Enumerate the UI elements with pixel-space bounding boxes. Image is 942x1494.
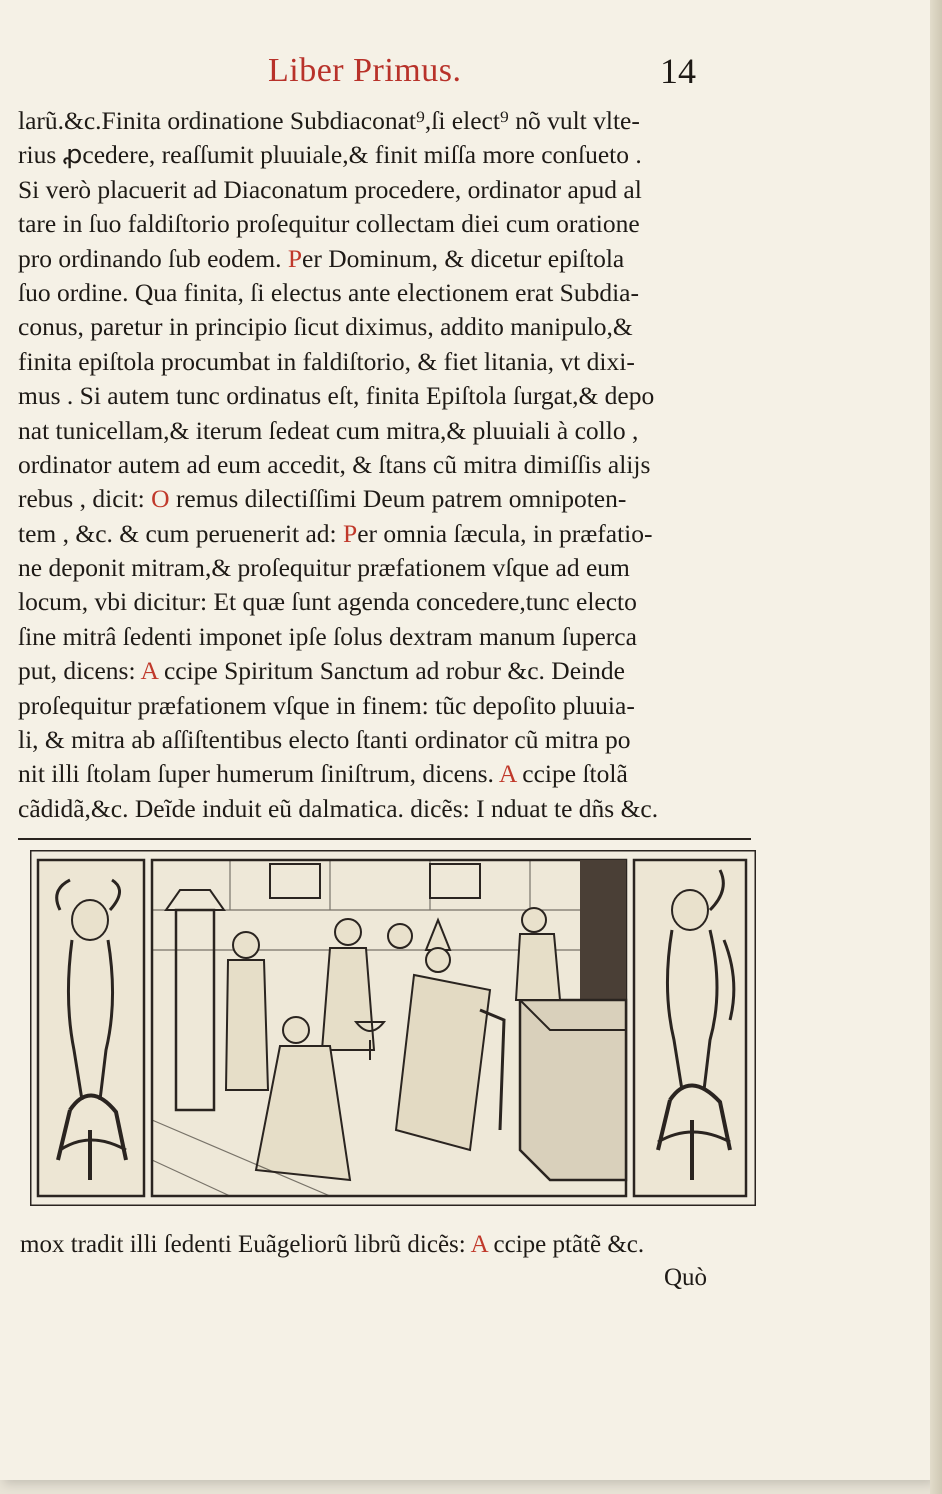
woodcut-illustration: [30, 850, 756, 1206]
body-text: [18, 104, 758, 826]
text-line: [18, 689, 758, 723]
page-number: 14: [660, 51, 696, 91]
text-run: ne deponit mitram,& proſequitur præfationem vſque ad eum: [18, 553, 630, 583]
text-run: ccipe ſtolã: [515, 759, 628, 789]
text-line: [18, 448, 758, 482]
text-run: pro ordinando ſub eodem.: [18, 243, 288, 273]
catchword: Quò: [664, 1264, 708, 1291]
text-run: nat tunicellam,& iterum ſedeat cum mitra,& pluuiali à collo ,: [18, 415, 639, 445]
text-run: li, & mitra ab aſſiſtentibus electo ſtanti ordinator cũ mitra po: [18, 725, 631, 755]
text-line: [18, 723, 758, 757]
left-putto-panel: [38, 860, 144, 1196]
text-run: er omnia ſæcula, in præfatio-: [357, 518, 653, 548]
text-run: cãdidã,&c. Deĩde induit eũ dalmatica. dicẽs: I nduat te dñs &c.: [18, 793, 659, 823]
text-run: locum, vbi dicitur: Et quæ ſunt agenda concedere,tunc electo: [18, 587, 637, 617]
text-run: rius ꝓcedere, reaſſumit pluuiale,& finit miſſa more conſueto .: [18, 140, 642, 170]
text-run: remus dilectiſſimi Deum patrem omnipoten-: [169, 484, 627, 514]
text-line: [18, 551, 758, 585]
text-line: [18, 620, 758, 654]
text-run: nit illi ſtolam ſuper humerum ſiniſtrum, dicens.: [18, 759, 499, 789]
text-line: [18, 276, 758, 310]
text-run: Si verò placuerit ad Diaconatum procedere, ordinator apud al: [18, 174, 642, 204]
text-line: [18, 138, 758, 172]
text-run: rebus , dicit:: [18, 484, 152, 514]
text-line: [18, 242, 758, 276]
text-line: [18, 207, 758, 241]
running-head-title: Liber Primus.: [268, 52, 462, 89]
right-putto-panel: [634, 860, 746, 1196]
text-run: put, dicens:: [18, 656, 141, 686]
text-line: [18, 482, 758, 516]
text-line: [18, 585, 758, 619]
text-run: er Dominum, & dicetur epiſtola: [302, 243, 625, 273]
text-run: mus . Si autem tunc ordinatus eſt, finita Epiſtola ſurgat,& depo: [18, 381, 655, 411]
rubric-initial: P: [287, 243, 303, 273]
text-run: ccipe ptãtẽ &c.: [487, 1231, 645, 1258]
page-edge: [930, 0, 942, 1494]
text-line: [18, 517, 758, 551]
rubric-initial: A: [140, 656, 158, 686]
text-line: [18, 414, 758, 448]
text-run: ordinator autem ad eum accedit, & ſtans cũ mitra dimiſſis alijs: [18, 449, 651, 479]
text-line: [18, 104, 758, 138]
text-run: ccipe Spiritum Sanctum ad robur &c. Deinde: [157, 656, 625, 686]
text-run: larũ.&c.Finita ordinatione Subdiaconat⁹,ſi elect⁹ nõ vult vlte-: [18, 106, 640, 135]
caption-line: [20, 1228, 760, 1262]
rubric-initial: P: [343, 518, 358, 548]
text-run: ſine mitrâ ſedenti imponet ipſe ſolus dextram manum ſuperca: [18, 621, 637, 651]
horizontal-rule: [18, 838, 751, 840]
text-line: [18, 757, 758, 791]
rubric-initial: A: [498, 759, 516, 789]
text-run: conus, paretur in principio ſicut diximus, addito manipulo,&: [18, 312, 633, 342]
text-run: tare in ſuo faldiſtorio proſequitur collectam diei cum oratione: [18, 209, 640, 239]
text-line: [18, 654, 758, 688]
text-run: tem , &c. & cum peruenerit ad:: [18, 518, 344, 548]
text-line: [18, 173, 758, 207]
text-run: proſequitur præfationem vſque in finem: tũc depoſito pluuia-: [18, 690, 635, 720]
text-run: mox tradit illi ſedenti Euãgeliorũ librũ dicẽs:: [20, 1231, 471, 1258]
rubric-initial: A: [470, 1231, 488, 1258]
text-line: [18, 792, 758, 826]
central-scene: [152, 860, 626, 1196]
text-run: ſuo ordine. Qua finita, ſi electus ante electionem erat Subdia-: [18, 277, 639, 307]
rubric-initial: O: [151, 484, 170, 514]
text-line: [18, 345, 758, 379]
text-run: finita epiſtola procumbat in faldiſtorio, & fiet litania, vt dixi-: [18, 346, 635, 376]
text-line: [18, 310, 758, 344]
text-line: [18, 379, 758, 413]
